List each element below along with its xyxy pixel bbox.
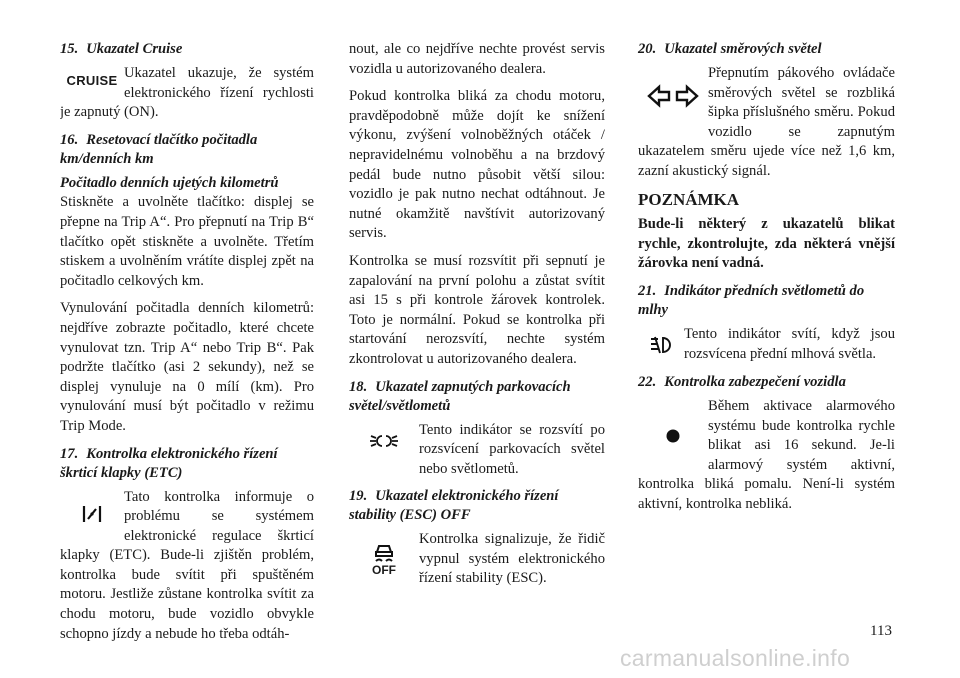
- item-18: [349, 421, 605, 480]
- heading-19: 19. Ukazatel elektronického řízení stability (ESC) OFF: [349, 488, 559, 524]
- item-17-text: Tato kontrolka informuje o problému se systémem elektronické regulace škrticí klapky (ETC). Bude-li zjištěn problém, kontrolka bude svítit při spuštěném motoru. Jestliže zůstane kontrolka svítit za chodu motoru, bude vozidlo obvykle schopno jízdy a nebude ho třeba odtáh-: [60, 488, 314, 642]
- item-22: [638, 397, 895, 515]
- item-20: [638, 64, 895, 182]
- parking-lights-icon: [349, 421, 419, 461]
- esc-off-icon: OFF: [349, 530, 419, 588]
- heading-17: 17. Kontrolka elektronického řízení škrticí klapky (ETC): [60, 445, 278, 481]
- heading-20: 20. Ukazatel směrových světel: [638, 41, 822, 57]
- item-21-text: Tento indikátor svítí, když jsou rozsvícena přední mlhová světla.: [684, 325, 895, 362]
- paragraph-trip-reset: Vynulování počitadla denních kilometrů: nejdříve zobrazte počitadlo, které chcete vynulovat tzn. Trip A“ nebo Trip B“. Pak podržte tlačítko (asi 2 sekundy), než se displej vynuluje na 0 mílí (km). Pro vynulování musí být počitadlo v režimu Trip Mode.: [60, 300, 314, 434]
- item-19: [349, 530, 605, 589]
- note-text: Bude-li některý z ukazatelů blikat rychle, zkontrolujte, zda některá vnější žárovka není vadná.: [638, 216, 895, 272]
- column-3: [638, 40, 895, 523]
- subheading-trip-counter: Počitadlo denních ujetých kilometrů: [60, 174, 279, 191]
- heading-18: 18. Ukazatel zapnutých parkovacích světel/světlometů: [349, 378, 571, 414]
- note-title: POZNÁMKA: [638, 189, 740, 209]
- item-15-text: Ukazatel ukazuje, že systém elektronického řízení rychlosti je zapnutý (ON).: [60, 65, 314, 121]
- paragraph-etc-blinking: Pokud kontrolka bliká za chodu motoru, pravděpodobně může dojít ke snížení výkonu, zvýšení volnoběžných otáček / nepravidelnému volnoběhu a na brzdový pedál bude nutno působit větší silou: vozidlo je pak nutno nechat odtáhnout. Je nutné okamžitě navštívit autorizovaný servis.: [349, 88, 605, 242]
- paragraph-etc-bulb-check: Kontrolka se musí rozsvítit při sepnutí je zapalování na první polohu a zůstat svítit asi 15 s při kontrole žárovek kontrolek. Toto je normální. Pokud se kontrolka při startování nerozsvítí, nechte systém zkontrolovat u autorizovaného dealera.: [349, 252, 605, 367]
- item-17: [60, 488, 314, 645]
- item-19-text: Kontrolka signalizuje, že řidič vypnul systém elektronického řízení stability (ESC).: [419, 531, 605, 587]
- item-21: [638, 325, 895, 365]
- turn-signal-icon: [638, 64, 708, 128]
- paragraph-etc-continued: nout, ale co nejdříve nechte provést servis vozidla u autorizovaného dealera.: [349, 41, 605, 77]
- column-1: [60, 40, 314, 652]
- heading-22: 22. Kontrolka zabezpečení vozidla: [638, 373, 846, 390]
- security-light-icon: [638, 397, 708, 475]
- column-2: [349, 40, 605, 597]
- heading-15: 15. Ukazatel Cruise: [60, 41, 183, 57]
- watermark: carmanualsonline.info: [620, 645, 851, 671]
- paragraph-trip-switch: Stiskněte a uvolněte tlačítko: displej se přepne na Trip A“. Pro přepnutí na Trip B“ tlačítko opět stiskněte a uvolněte. Třetím stiskem a uvolněním vrátíte displej zpět na počitadlo celkových km.: [60, 194, 314, 289]
- throttle-control-icon: [60, 488, 124, 540]
- cruise-icon: CRUISE: [66, 73, 118, 89]
- page-number: 113: [870, 623, 892, 639]
- item-22-text: Během aktivace alarmového systému bude kontrolka rychle blikat asi 16 sekund. Je-li alarmový systém aktivní, kontrolka bliká pomalu. Není-li systém aktivní, kontrolka nebliká.: [638, 397, 895, 512]
- item-18-text: Tento indikátor se rozsvítí po rozsvícení parkovacích světel nebo světlometů.: [419, 421, 605, 477]
- heading-16: 16. Resetovací tlačítko počitadla km/denních km: [60, 131, 258, 167]
- item-20-text: Přepnutím pákového ovládače směrových světel se rozbliká šipka příslušného směru. Pokud vozidlo se zapnutým ukazatelem směru ujede více než 1,6 km, zazní akustický signál.: [638, 65, 895, 179]
- heading-21: 21. Indikátor předních světlometů do mlhy: [638, 282, 865, 318]
- fog-light-icon: [638, 325, 684, 365]
- item-15: [60, 64, 314, 123]
